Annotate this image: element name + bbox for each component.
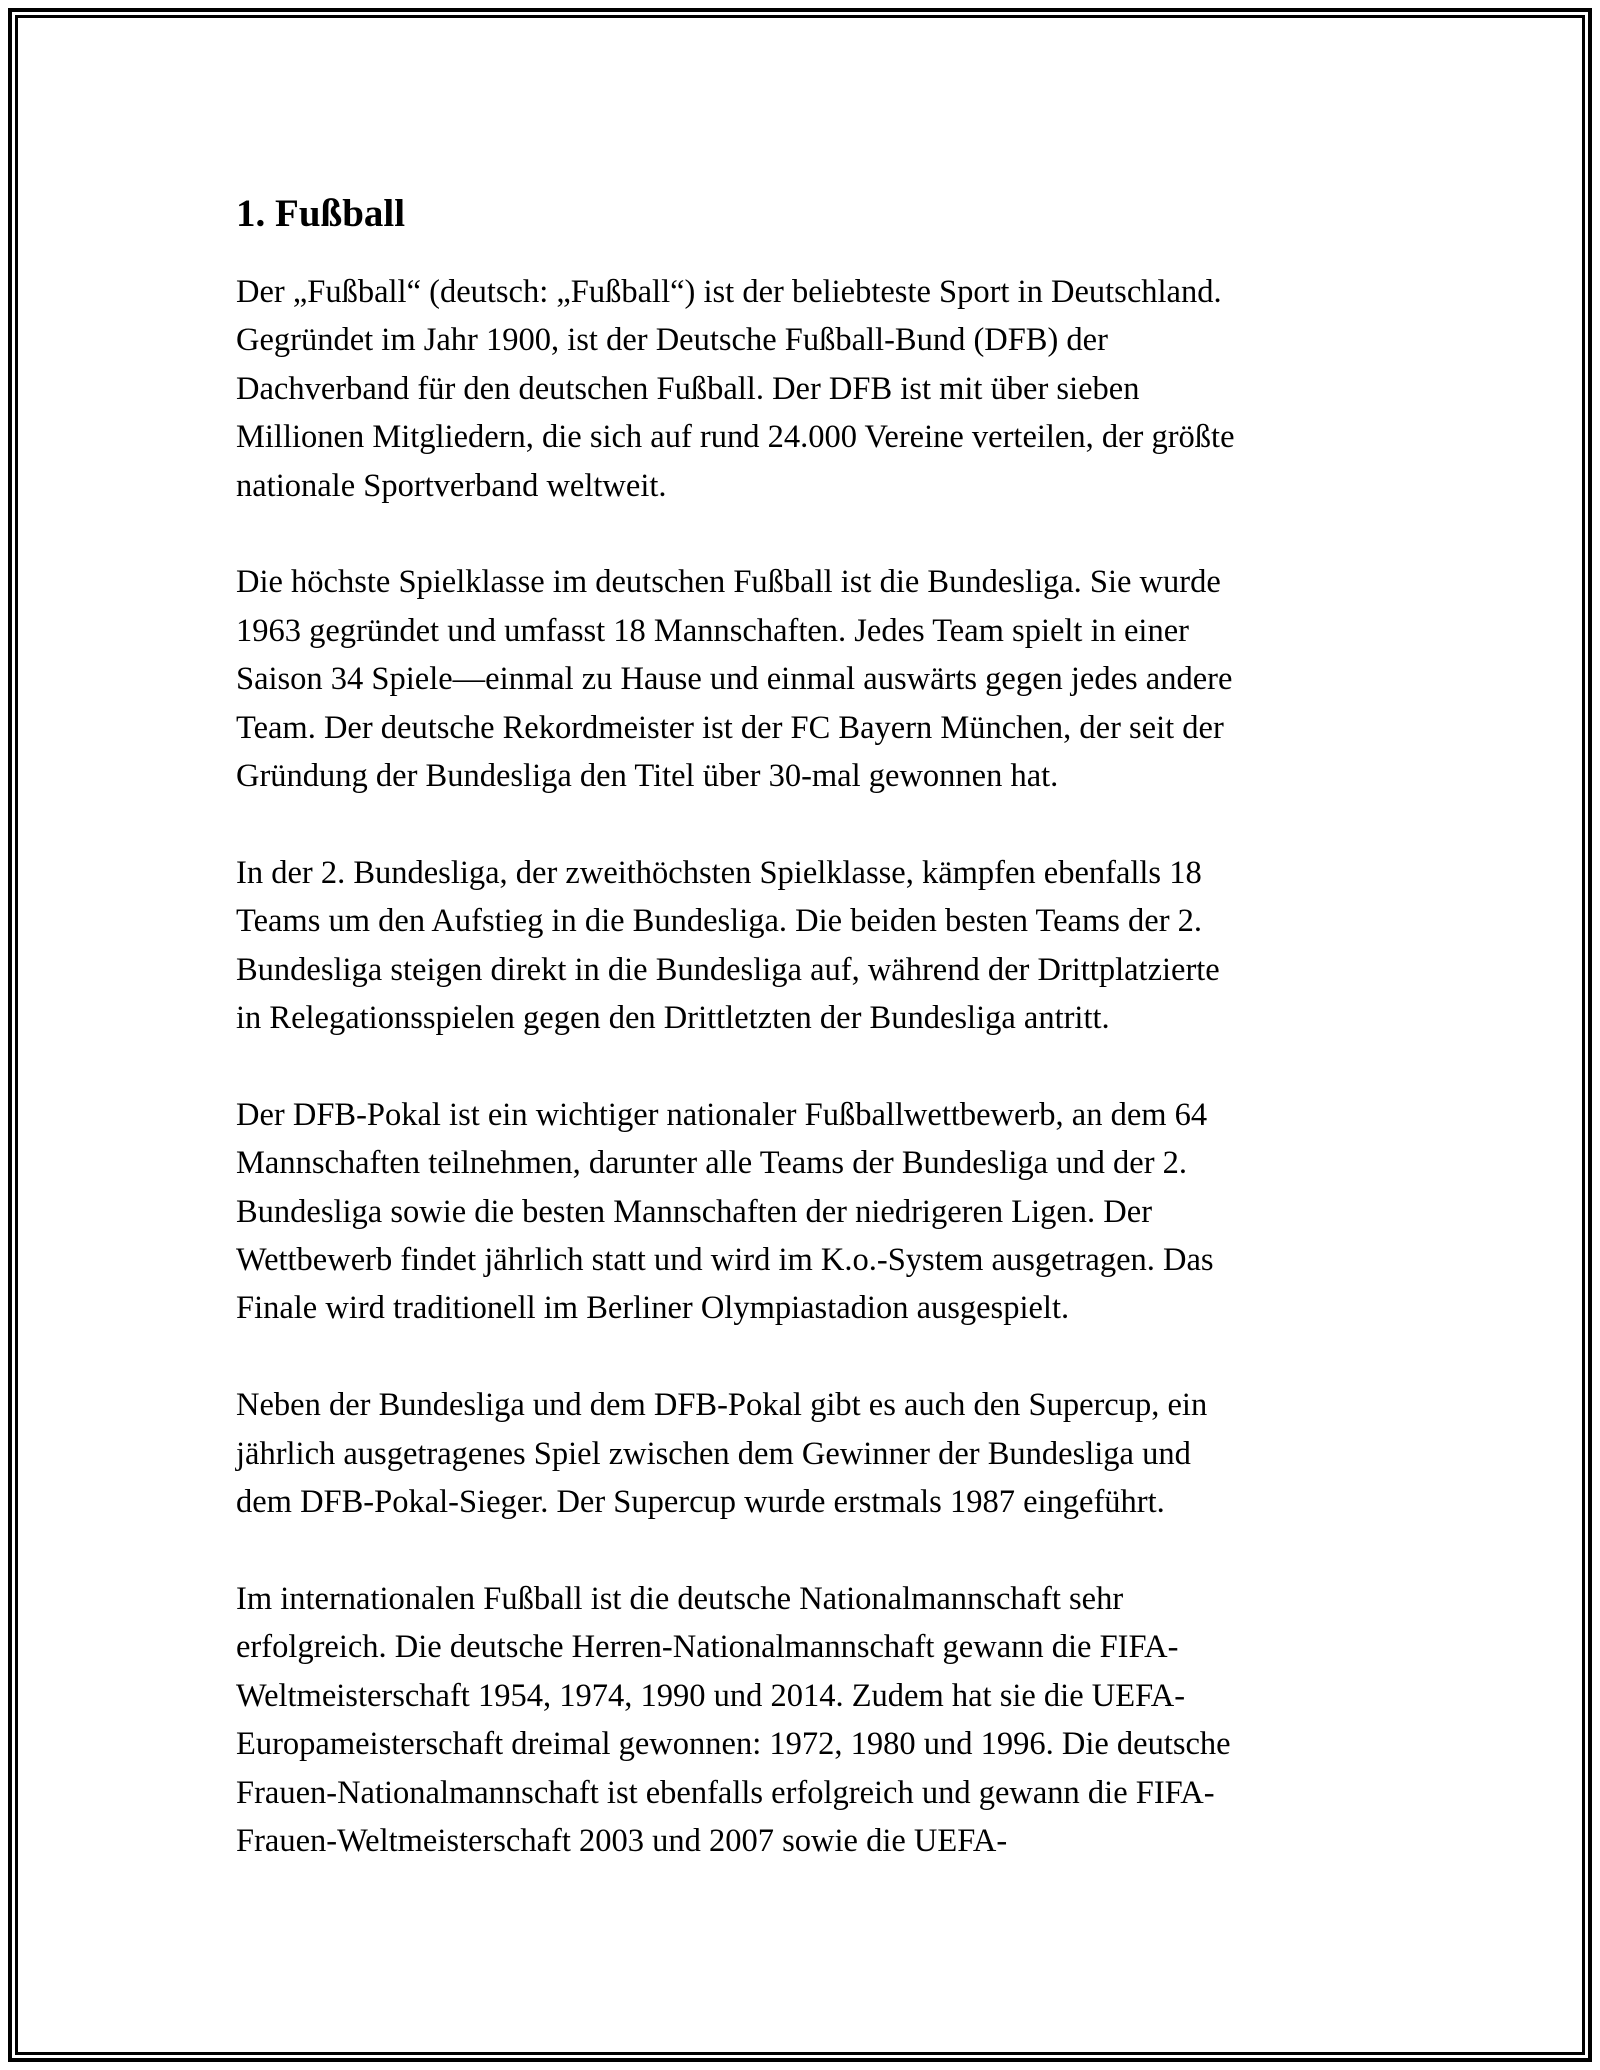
document-body (236, 188, 1386, 1914)
paragraph-supercup: Neben der Bundesliga und dem DFB-Pokal gibt es auch den Supercup, ein jährlich ausgetragenes Spiel zwischen dem Gewinner der Bundesliga und dem DFB-Pokal-Sieger. Der Supercup wurde erstmals 1987 eingeführt. (236, 1387, 1208, 1521)
paragraph-bundesliga: Die höchste Spielklasse im deutschen Fußball ist die Bundesliga. Sie wurde 1963 gegründet und umfasst 18 Mannschaften. Jedes Team spielt in einer Saison 34 Spiele—einmal zu Hause und einmal auswärts gegen jedes andere Team. Der deutsche Rekordmeister ist der FC Bayern München, der seit der Gründung der Bundesliga den Titel über 30-mal gewonnen hat. (236, 564, 1233, 795)
paragraph-dfb-pokal: Der DFB-Pokal ist ein wichtiger nationaler Fußballwettbewerb, an dem 64 Mannschaften teilnehmen, darunter alle Teams der Bundesliga und der 2. Bundesliga sowie die besten Mannschaften der niedrigeren Ligen. Der Wettbewerb findet jährlich statt und wird im K.o.-System ausgetragen. Das Finale wird traditionell im Berliner Olympiastadion ausgespielt. (236, 1096, 1214, 1327)
paragraph-intro: Der „Fußball“ (deutsch: „Fußball“) ist der beliebteste Sport in Deutschland. Gegründet im Jahr 1900, ist der Deutsche Fußball-Bund (DFB) der Dachverband für den deutschen Fußball. Der DFB ist mit über sieben Millionen Mitgliedern, die sich auf rund 24.000 Vereine verteilen, der größte nationale Sportverband weltweit. (236, 274, 1235, 504)
paragraph-2-bundesliga: In der 2. Bundesliga, der zweithöchsten Spielklasse, kämpfen ebenfalls 18 Teams um den Aufstieg in die Bundesliga. Die beiden besten Teams der 2. Bundesliga steigen direkt in die Bundesliga auf, während der Drittplatzierte in Relegationsspielen gegen den Drittletzten der Bundesliga antritt. (236, 854, 1220, 1037)
paragraph-international: Im internationalen Fußball ist die deutsche Nationalmannschaft sehr erfolgreich. Die deutsche Herren-Nationalmannschaft gewann die FIFA- Weltmeisterschaft 1954, 1974, 1990 und 2014. Zudem hat sie die UEFA- Europameisterschaft dreimal gewonnen: 1972, 1980 und 1996. Die deutsche Frauen-Nationalmannschaft ist ebenfalls erfolgreich und gewann die FIFA- Frauen-Weltmeisterschaft 2003 und 2007 sowie die UEFA- (236, 1580, 1231, 1859)
section-heading: 1. Fußball (236, 192, 406, 235)
